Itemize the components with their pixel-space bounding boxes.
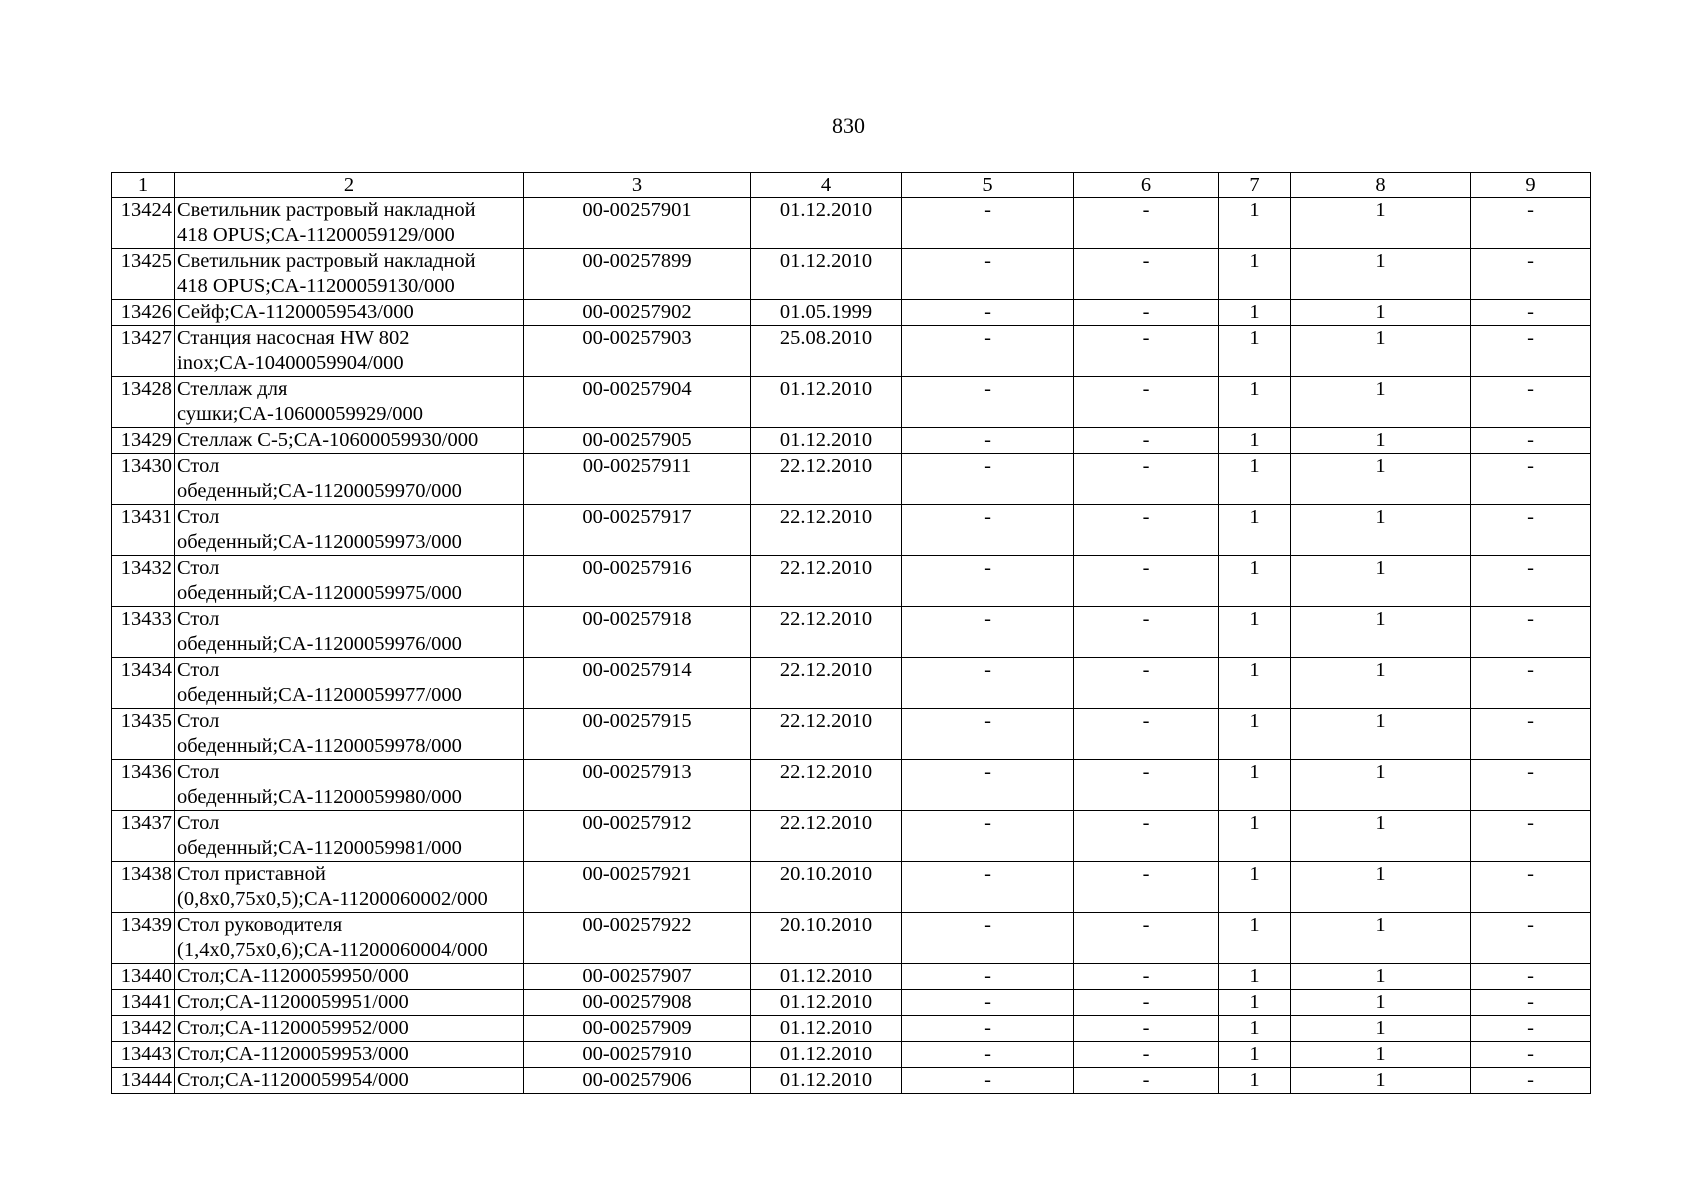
column-8-value: 1	[1291, 1068, 1471, 1094]
inventory-number: 00-00257908	[524, 990, 751, 1016]
table-row	[112, 607, 1591, 658]
item-name	[175, 377, 524, 428]
item-name-line: Стол	[177, 506, 220, 528]
date: 22.12.2010	[751, 760, 902, 811]
column-9-value: -	[1471, 607, 1591, 658]
item-name-line: обеденный;CA-11200059978/000	[177, 735, 462, 757]
inventory-number: 00-00257913	[524, 760, 751, 811]
column-6-value: -	[1074, 990, 1219, 1016]
column-6-value: -	[1074, 377, 1219, 428]
date: 22.12.2010	[751, 505, 902, 556]
column-7-value: 1	[1219, 913, 1291, 964]
item-name-line: Стол	[177, 455, 220, 477]
column-5-value: -	[902, 811, 1074, 862]
date: 01.12.2010	[751, 1068, 902, 1094]
table-row	[112, 990, 1591, 1016]
row-number: 13438	[112, 862, 175, 913]
item-name-line: обеденный;CA-11200059981/000	[177, 837, 462, 859]
item-name-line: Стол	[177, 761, 220, 783]
item-name-line: Светильник растровый накладной	[177, 199, 476, 221]
row-number: 13425	[112, 249, 175, 300]
column-7-value: 1	[1219, 990, 1291, 1016]
inventory-number: 00-00257909	[524, 1016, 751, 1042]
item-name-line: Стол;CA-11200059954/000	[177, 1069, 409, 1091]
column-9-value: -	[1471, 862, 1591, 913]
table-row	[112, 709, 1591, 760]
column-7-value: 1	[1219, 300, 1291, 326]
item-name	[175, 658, 524, 709]
column-5-value: -	[902, 1016, 1074, 1042]
column-5-value: -	[902, 300, 1074, 326]
table-row	[112, 505, 1591, 556]
register-table	[111, 172, 1591, 1094]
date: 01.05.1999	[751, 300, 902, 326]
item-name-line: Стеллаж для	[177, 378, 288, 400]
row-number: 13444	[112, 1068, 175, 1094]
inventory-number: 00-00257914	[524, 658, 751, 709]
item-name-line: Станция насосная HW 802	[177, 327, 410, 349]
item-name-line: Светильник растровый накладной	[177, 250, 476, 272]
column-9-value: -	[1471, 300, 1591, 326]
column-7-value: 1	[1219, 505, 1291, 556]
column-8-value: 1	[1291, 760, 1471, 811]
table-row	[112, 454, 1591, 505]
date: 01.12.2010	[751, 964, 902, 990]
item-name	[175, 300, 524, 326]
date: 01.12.2010	[751, 1016, 902, 1042]
column-9-value: -	[1471, 249, 1591, 300]
item-name-line: Стол	[177, 812, 220, 834]
column-header: 1	[112, 173, 175, 198]
column-5-value: -	[902, 326, 1074, 377]
column-8-value: 1	[1291, 198, 1471, 249]
table-row	[112, 862, 1591, 913]
column-6-value: -	[1074, 607, 1219, 658]
column-6-value: -	[1074, 1016, 1219, 1042]
row-number: 13424	[112, 198, 175, 249]
column-7-value: 1	[1219, 862, 1291, 913]
date: 22.12.2010	[751, 454, 902, 505]
column-6-value: -	[1074, 1068, 1219, 1094]
column-5-value: -	[902, 658, 1074, 709]
item-name	[175, 811, 524, 862]
column-6-value: -	[1074, 811, 1219, 862]
column-9-value: -	[1471, 454, 1591, 505]
row-number: 13435	[112, 709, 175, 760]
item-name-line: Стол	[177, 710, 220, 732]
inventory-number: 00-00257899	[524, 249, 751, 300]
column-header: 6	[1074, 173, 1219, 198]
column-7-value: 1	[1219, 377, 1291, 428]
item-name-line: inox;CA-10400059904/000	[177, 352, 404, 374]
column-6-value: -	[1074, 249, 1219, 300]
date: 22.12.2010	[751, 658, 902, 709]
column-7-value: 1	[1219, 1042, 1291, 1068]
column-5-value: -	[902, 607, 1074, 658]
column-8-value: 1	[1291, 249, 1471, 300]
column-9-value: -	[1471, 709, 1591, 760]
row-number: 13427	[112, 326, 175, 377]
column-7-value: 1	[1219, 811, 1291, 862]
column-5-value: -	[902, 990, 1074, 1016]
column-8-value: 1	[1291, 1016, 1471, 1042]
column-9-value: -	[1471, 505, 1591, 556]
item-name	[175, 990, 524, 1016]
item-name	[175, 249, 524, 300]
column-9-value: -	[1471, 658, 1591, 709]
column-5-value: -	[902, 454, 1074, 505]
column-6-value: -	[1074, 454, 1219, 505]
item-name	[175, 607, 524, 658]
column-5-value: -	[902, 198, 1074, 249]
column-5-value: -	[902, 760, 1074, 811]
column-6-value: -	[1074, 658, 1219, 709]
item-name-line: Стол;CA-11200059951/000	[177, 991, 409, 1013]
item-name-line: Стеллаж С-5;CA-10600059930/000	[177, 429, 479, 451]
item-name-line: обеденный;CA-11200059975/000	[177, 582, 462, 604]
column-5-value: -	[902, 913, 1074, 964]
table-row	[112, 964, 1591, 990]
table-row	[112, 1042, 1591, 1068]
item-name-line: обеденный;CA-11200059970/000	[177, 480, 462, 502]
column-6-value: -	[1074, 198, 1219, 249]
inventory-number: 00-00257917	[524, 505, 751, 556]
column-6-value: -	[1074, 862, 1219, 913]
column-9-value: -	[1471, 198, 1591, 249]
column-6-value: -	[1074, 300, 1219, 326]
date: 22.12.2010	[751, 556, 902, 607]
item-name-line: обеденный;CA-11200059973/000	[177, 531, 462, 553]
table-row	[112, 249, 1591, 300]
table-row	[112, 811, 1591, 862]
column-5-value: -	[902, 862, 1074, 913]
table-row	[112, 1016, 1591, 1042]
inventory-number: 00-00257905	[524, 428, 751, 454]
column-8-value: 1	[1291, 1042, 1471, 1068]
row-number: 13432	[112, 556, 175, 607]
item-name	[175, 556, 524, 607]
column-header: 7	[1219, 173, 1291, 198]
table-row	[112, 760, 1591, 811]
item-name	[175, 913, 524, 964]
item-name	[175, 198, 524, 249]
row-number: 13437	[112, 811, 175, 862]
row-number: 13436	[112, 760, 175, 811]
column-header: 9	[1471, 173, 1591, 198]
item-name-line: Стол	[177, 659, 220, 681]
column-8-value: 1	[1291, 607, 1471, 658]
column-7-value: 1	[1219, 658, 1291, 709]
item-name	[175, 1068, 524, 1094]
inventory-number: 00-00257910	[524, 1042, 751, 1068]
column-8-value: 1	[1291, 454, 1471, 505]
column-5-value: -	[902, 249, 1074, 300]
column-9-value: -	[1471, 990, 1591, 1016]
column-8-value: 1	[1291, 709, 1471, 760]
column-5-value: -	[902, 428, 1074, 454]
table-row	[112, 326, 1591, 377]
column-6-value: -	[1074, 760, 1219, 811]
column-8-value: 1	[1291, 556, 1471, 607]
column-7-value: 1	[1219, 964, 1291, 990]
date: 22.12.2010	[751, 709, 902, 760]
column-9-value: -	[1471, 377, 1591, 428]
column-6-value: -	[1074, 1042, 1219, 1068]
column-6-value: -	[1074, 913, 1219, 964]
item-name-line: (1,4x0,75x0,6);CA-11200060004/000	[177, 939, 488, 961]
item-name	[175, 454, 524, 505]
row-number: 13441	[112, 990, 175, 1016]
item-name-line: (0,8x0,75x0,5);CA-11200060002/000	[177, 888, 488, 910]
item-name-line: Стол приставной	[177, 863, 326, 885]
column-9-value: -	[1471, 1016, 1591, 1042]
inventory-number: 00-00257904	[524, 377, 751, 428]
inventory-number: 00-00257902	[524, 300, 751, 326]
column-8-value: 1	[1291, 913, 1471, 964]
column-8-value: 1	[1291, 658, 1471, 709]
date: 25.08.2010	[751, 326, 902, 377]
column-7-value: 1	[1219, 428, 1291, 454]
column-9-value: -	[1471, 964, 1591, 990]
date: 01.12.2010	[751, 249, 902, 300]
item-name	[175, 760, 524, 811]
column-7-value: 1	[1219, 607, 1291, 658]
date: 01.12.2010	[751, 1042, 902, 1068]
column-7-value: 1	[1219, 454, 1291, 505]
inventory-number: 00-00257921	[524, 862, 751, 913]
item-name-line: Стол;CA-11200059952/000	[177, 1017, 409, 1039]
item-name-line: 418 OPUS;CA-11200059129/000	[177, 224, 455, 246]
inventory-number: 00-00257906	[524, 1068, 751, 1094]
item-name-line: обеденный;CA-11200059980/000	[177, 786, 462, 808]
column-8-value: 1	[1291, 377, 1471, 428]
item-name-line: обеденный;CA-11200059977/000	[177, 684, 462, 706]
column-9-value: -	[1471, 1042, 1591, 1068]
table-body	[112, 173, 1591, 1094]
date: 22.12.2010	[751, 607, 902, 658]
row-number: 13428	[112, 377, 175, 428]
column-6-value: -	[1074, 709, 1219, 760]
column-7-value: 1	[1219, 1068, 1291, 1094]
date: 01.12.2010	[751, 377, 902, 428]
page-number: 830	[832, 113, 865, 138]
column-9-value: -	[1471, 428, 1591, 454]
column-8-value: 1	[1291, 300, 1471, 326]
column-8-value: 1	[1291, 862, 1471, 913]
inventory-number: 00-00257918	[524, 607, 751, 658]
row-number: 13426	[112, 300, 175, 326]
column-7-value: 1	[1219, 198, 1291, 249]
column-7-value: 1	[1219, 556, 1291, 607]
item-name	[175, 862, 524, 913]
column-8-value: 1	[1291, 811, 1471, 862]
inventory-number: 00-00257901	[524, 198, 751, 249]
table-row	[112, 377, 1591, 428]
row-number: 13440	[112, 964, 175, 990]
table-row	[112, 198, 1591, 249]
inventory-number: 00-00257903	[524, 326, 751, 377]
table-row	[112, 428, 1591, 454]
inventory-number: 00-00257907	[524, 964, 751, 990]
column-header: 4	[751, 173, 902, 198]
inventory-number: 00-00257911	[524, 454, 751, 505]
row-number: 13433	[112, 607, 175, 658]
row-number: 13430	[112, 454, 175, 505]
item-name	[175, 1042, 524, 1068]
column-9-value: -	[1471, 760, 1591, 811]
row-number: 13429	[112, 428, 175, 454]
table-row	[112, 300, 1591, 326]
column-5-value: -	[902, 377, 1074, 428]
row-number: 13443	[112, 1042, 175, 1068]
inventory-number: 00-00257912	[524, 811, 751, 862]
date: 22.12.2010	[751, 811, 902, 862]
column-5-value: -	[902, 1068, 1074, 1094]
column-6-value: -	[1074, 556, 1219, 607]
column-7-value: 1	[1219, 760, 1291, 811]
column-8-value: 1	[1291, 326, 1471, 377]
item-name-line: обеденный;CA-11200059976/000	[177, 633, 462, 655]
item-name-line: сушки;CA-10600059929/000	[177, 403, 423, 425]
item-name-line: Стол;CA-11200059953/000	[177, 1043, 409, 1065]
column-5-value: -	[902, 505, 1074, 556]
item-name-line: Стол;CA-11200059950/000	[177, 965, 409, 987]
inventory-number: 00-00257916	[524, 556, 751, 607]
column-6-value: -	[1074, 326, 1219, 377]
column-5-value: -	[902, 556, 1074, 607]
column-6-value: -	[1074, 964, 1219, 990]
inventory-number: 00-00257922	[524, 913, 751, 964]
item-name-line: Сейф;CA-11200059543/000	[177, 301, 414, 323]
column-header: 3	[524, 173, 751, 198]
column-6-value: -	[1074, 428, 1219, 454]
column-header: 8	[1291, 173, 1471, 198]
item-name-line: Стол руководителя	[177, 914, 343, 936]
column-8-value: 1	[1291, 990, 1471, 1016]
item-name-line: Стол	[177, 608, 220, 630]
column-7-value: 1	[1219, 249, 1291, 300]
row-number: 13434	[112, 658, 175, 709]
column-8-value: 1	[1291, 964, 1471, 990]
table-row	[112, 913, 1591, 964]
item-name	[175, 1016, 524, 1042]
column-6-value: -	[1074, 505, 1219, 556]
date: 20.10.2010	[751, 913, 902, 964]
item-name	[175, 505, 524, 556]
column-header: 5	[902, 173, 1074, 198]
row-number: 13439	[112, 913, 175, 964]
column-8-value: 1	[1291, 505, 1471, 556]
date: 01.12.2010	[751, 198, 902, 249]
table-row	[112, 658, 1591, 709]
table-row	[112, 1068, 1591, 1094]
column-header: 2	[175, 173, 524, 198]
column-5-value: -	[902, 1042, 1074, 1068]
item-name	[175, 428, 524, 454]
row-number: 13431	[112, 505, 175, 556]
column-5-value: -	[902, 964, 1074, 990]
column-7-value: 1	[1219, 1016, 1291, 1042]
column-9-value: -	[1471, 1068, 1591, 1094]
date: 01.12.2010	[751, 990, 902, 1016]
inventory-number: 00-00257915	[524, 709, 751, 760]
column-7-value: 1	[1219, 326, 1291, 377]
header-row	[112, 173, 1591, 198]
table-row	[112, 556, 1591, 607]
item-name-line: 418 OPUS;CA-11200059130/000	[177, 275, 455, 297]
item-name	[175, 326, 524, 377]
item-name	[175, 709, 524, 760]
column-8-value: 1	[1291, 428, 1471, 454]
column-9-value: -	[1471, 556, 1591, 607]
item-name-line: Стол	[177, 557, 220, 579]
column-9-value: -	[1471, 913, 1591, 964]
date: 20.10.2010	[751, 862, 902, 913]
column-9-value: -	[1471, 326, 1591, 377]
column-9-value: -	[1471, 811, 1591, 862]
column-7-value: 1	[1219, 709, 1291, 760]
item-name	[175, 964, 524, 990]
column-5-value: -	[902, 709, 1074, 760]
date: 01.12.2010	[751, 428, 902, 454]
row-number: 13442	[112, 1016, 175, 1042]
